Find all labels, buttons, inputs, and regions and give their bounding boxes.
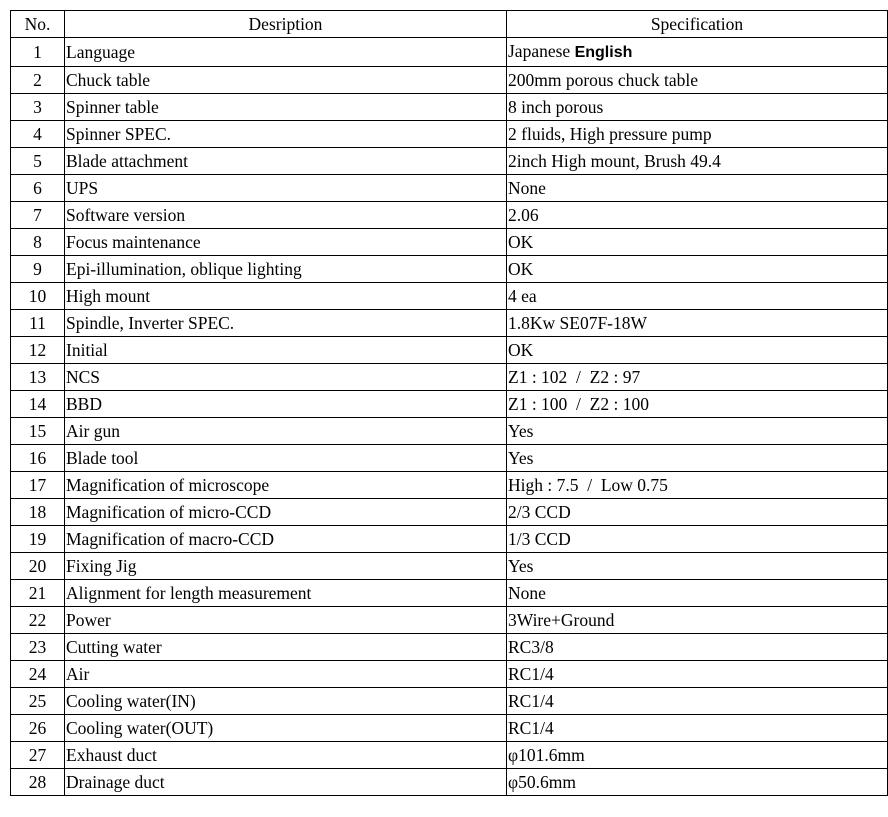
row-specification <box>507 94 888 121</box>
table-row <box>11 418 888 445</box>
row-description: Magnification of macro-CCD <box>65 526 507 553</box>
row-number: 8 <box>11 229 65 256</box>
row-number: 3 <box>11 94 65 121</box>
row-number: 1 <box>11 38 65 67</box>
row-description: Software version <box>65 202 507 229</box>
row-description: Chuck table <box>65 67 507 94</box>
specification-value: 3Wire+Ground <box>508 610 615 630</box>
table-row <box>11 148 888 175</box>
row-description: Magnification of microscope <box>65 472 507 499</box>
specification-value: OK <box>508 259 534 279</box>
row-number: 4 <box>11 121 65 148</box>
row-specification <box>507 607 888 634</box>
row-number: 16 <box>11 445 65 472</box>
row-specification <box>507 256 888 283</box>
specification-value: None <box>508 583 546 603</box>
specification-value: 200mm porous chuck table <box>508 70 699 90</box>
row-description: Fixing Jig <box>65 553 507 580</box>
table-row <box>11 769 888 796</box>
row-description: Spindle, Inverter SPEC. <box>65 310 507 337</box>
row-specification <box>507 310 888 337</box>
specification-value: 2.06 <box>508 205 539 225</box>
row-description: Spinner table <box>65 94 507 121</box>
table-row <box>11 661 888 688</box>
row-specification <box>507 445 888 472</box>
specification-value: Japanese <box>508 41 575 61</box>
specification-value: RC1/4 <box>508 718 554 738</box>
specification-table <box>10 10 888 796</box>
specification-value: Yes <box>508 421 534 441</box>
specification-value: 8 inch porous <box>508 97 604 117</box>
specification-value: 4 ea <box>508 286 537 306</box>
specification-value: Yes <box>508 448 534 468</box>
row-specification <box>507 38 888 67</box>
row-specification <box>507 553 888 580</box>
row-specification <box>507 121 888 148</box>
row-specification <box>507 418 888 445</box>
header-description: Desription <box>65 11 507 38</box>
table-row <box>11 229 888 256</box>
row-specification <box>507 175 888 202</box>
table-row <box>11 121 888 148</box>
row-specification <box>507 337 888 364</box>
row-specification <box>507 661 888 688</box>
row-description: Epi-illumination, oblique lighting <box>65 256 507 283</box>
row-specification <box>507 283 888 310</box>
table-row <box>11 499 888 526</box>
specification-value: RC1/4 <box>508 691 554 711</box>
row-number: 27 <box>11 742 65 769</box>
row-description: Focus maintenance <box>65 229 507 256</box>
specification-value-extra: English <box>574 44 633 61</box>
table-row <box>11 283 888 310</box>
row-description: Blade tool <box>65 445 507 472</box>
row-description: NCS <box>65 364 507 391</box>
row-description: Spinner SPEC. <box>65 121 507 148</box>
row-number: 19 <box>11 526 65 553</box>
row-description: Cooling water(IN) <box>65 688 507 715</box>
row-description: Blade attachment <box>65 148 507 175</box>
row-specification <box>507 769 888 796</box>
row-specification <box>507 202 888 229</box>
specification-value: 1.8Kw SE07F-18W <box>508 313 648 333</box>
row-specification <box>507 472 888 499</box>
row-description: Alignment for length measurement <box>65 580 507 607</box>
table-row <box>11 553 888 580</box>
specification-value: 2inch High mount, Brush 49.4 <box>508 151 721 171</box>
specification-value: RC1/4 <box>508 664 554 684</box>
row-description: BBD <box>65 391 507 418</box>
table-row <box>11 337 888 364</box>
row-specification <box>507 526 888 553</box>
row-description: Initial <box>65 337 507 364</box>
table-row <box>11 634 888 661</box>
table-row <box>11 67 888 94</box>
specification-value: φ50.6mm <box>508 772 576 792</box>
table-row <box>11 310 888 337</box>
specification-value: High : 7.5 / Low 0.75 <box>508 475 668 495</box>
row-description: Air gun <box>65 418 507 445</box>
row-number: 13 <box>11 364 65 391</box>
row-description: Language <box>65 38 507 67</box>
table-row <box>11 742 888 769</box>
table-row <box>11 688 888 715</box>
table-row <box>11 202 888 229</box>
specification-value: Z1 : 100 / Z2 : 100 <box>508 394 649 414</box>
table-row <box>11 472 888 499</box>
row-number: 14 <box>11 391 65 418</box>
row-specification <box>507 364 888 391</box>
row-specification <box>507 229 888 256</box>
row-number: 28 <box>11 769 65 796</box>
table-row <box>11 94 888 121</box>
row-number: 10 <box>11 283 65 310</box>
row-number: 20 <box>11 553 65 580</box>
header-no: No. <box>11 11 65 38</box>
row-specification <box>507 580 888 607</box>
row-description: UPS <box>65 175 507 202</box>
row-number: 17 <box>11 472 65 499</box>
specification-value: 2/3 CCD <box>508 502 571 522</box>
row-description: Air <box>65 661 507 688</box>
specification-value: Z1 : 102 / Z2 : 97 <box>508 367 641 387</box>
table-row <box>11 526 888 553</box>
table-row <box>11 715 888 742</box>
table-header-row <box>11 11 888 38</box>
row-number: 21 <box>11 580 65 607</box>
row-description: Magnification of micro-CCD <box>65 499 507 526</box>
row-specification <box>507 742 888 769</box>
row-description: Cutting water <box>65 634 507 661</box>
row-specification <box>507 67 888 94</box>
row-number: 6 <box>11 175 65 202</box>
row-specification <box>507 391 888 418</box>
row-specification <box>507 715 888 742</box>
specification-value: RC3/8 <box>508 637 554 657</box>
row-number: 12 <box>11 337 65 364</box>
row-description: Cooling water(OUT) <box>65 715 507 742</box>
specification-value: OK <box>508 232 534 252</box>
table-row <box>11 445 888 472</box>
table-row <box>11 580 888 607</box>
row-number: 26 <box>11 715 65 742</box>
row-description: Power <box>65 607 507 634</box>
row-number: 9 <box>11 256 65 283</box>
table-row <box>11 175 888 202</box>
row-description: Exhaust duct <box>65 742 507 769</box>
table-row <box>11 38 888 67</box>
row-specification <box>507 634 888 661</box>
row-number: 24 <box>11 661 65 688</box>
row-number: 25 <box>11 688 65 715</box>
row-number: 15 <box>11 418 65 445</box>
row-number: 5 <box>11 148 65 175</box>
header-specification: Specification <box>507 11 888 38</box>
specification-value: 1/3 CCD <box>508 529 571 549</box>
row-number: 23 <box>11 634 65 661</box>
specification-value: 2 fluids, High pressure pump <box>508 124 712 144</box>
row-description: Drainage duct <box>65 769 507 796</box>
row-description: High mount <box>65 283 507 310</box>
row-number: 22 <box>11 607 65 634</box>
row-number: 18 <box>11 499 65 526</box>
table-row <box>11 391 888 418</box>
table-row <box>11 256 888 283</box>
row-specification <box>507 688 888 715</box>
specification-value: φ101.6mm <box>508 745 585 765</box>
specification-value: None <box>508 178 546 198</box>
row-number: 2 <box>11 67 65 94</box>
row-specification <box>507 499 888 526</box>
specification-value: Yes <box>508 556 534 576</box>
table-row <box>11 364 888 391</box>
row-specification <box>507 148 888 175</box>
specification-value: OK <box>508 340 534 360</box>
row-number: 7 <box>11 202 65 229</box>
table-row <box>11 607 888 634</box>
row-number: 11 <box>11 310 65 337</box>
